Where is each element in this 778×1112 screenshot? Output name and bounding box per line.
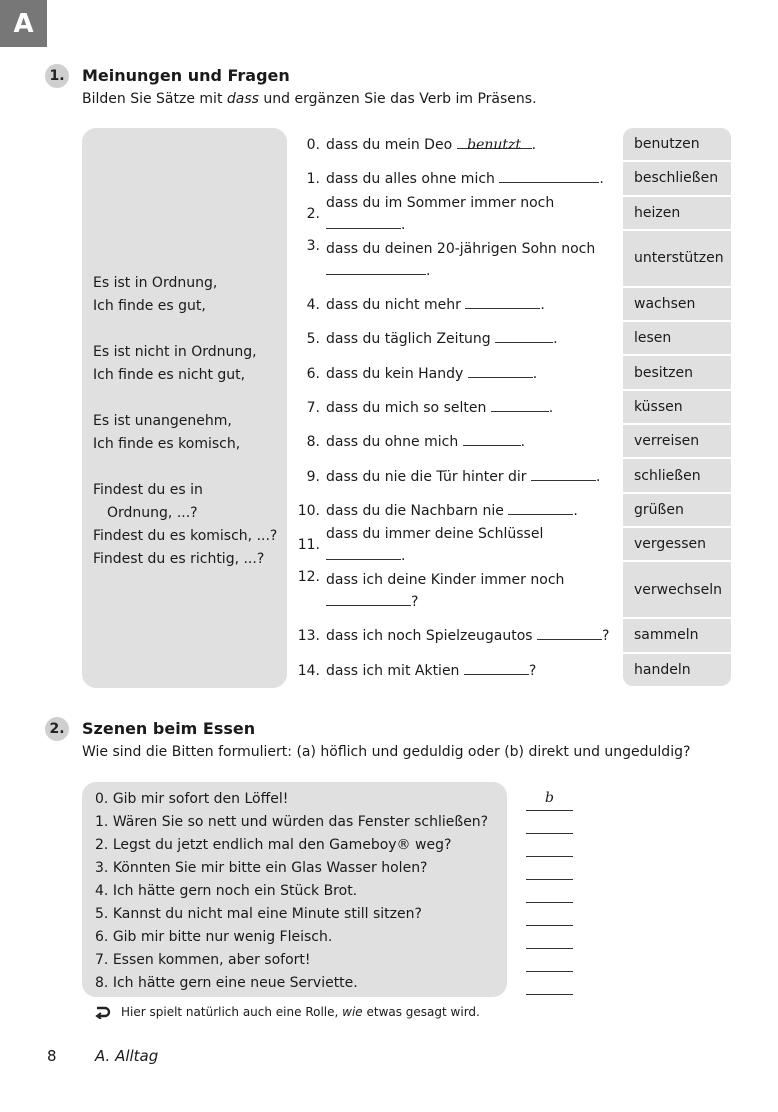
phrase-group <box>93 410 277 456</box>
hint-text: Hier spielt natürlich auch eine Rolle, wie etwas gesagt wird. <box>121 1005 480 1019</box>
answer-blank[interactable] <box>463 431 521 446</box>
sentence-text-wrap <box>326 134 620 156</box>
request-item <box>95 926 488 949</box>
section-tab: A <box>0 0 47 47</box>
verb-cell: wachsen <box>623 288 731 320</box>
verb-cell: unterstützen <box>623 231 731 286</box>
request-item <box>95 811 488 834</box>
phrase-group <box>93 341 277 387</box>
sentence-list <box>290 128 620 688</box>
sentence-end: . <box>548 399 554 416</box>
arrow-hint-icon <box>95 1005 113 1019</box>
sentence-text-wrap <box>326 569 620 613</box>
verb-list <box>623 128 731 686</box>
sentence-text: dass ich noch Spielzeugautos <box>326 628 533 645</box>
exercise-1-number: 1. <box>45 64 69 88</box>
sentence-row <box>290 231 620 288</box>
phrase-line: Es ist nicht in Ordnung, <box>93 344 257 360</box>
sentence-number: 7. <box>306 399 320 416</box>
sentence-end: . <box>426 262 431 279</box>
sentence-row <box>290 562 620 619</box>
request-number: 5. <box>95 906 109 922</box>
sentence-number: 3. <box>306 237 320 254</box>
phrase-list <box>93 272 277 571</box>
sentence-row <box>290 391 620 425</box>
sentence-text: dass du mein Deo <box>326 137 453 154</box>
sentence-text-wrap <box>326 192 620 236</box>
request-text: Essen kommen, aber sofort! <box>112 952 311 968</box>
request-number: 7. <box>95 952 109 968</box>
sentence-number: 13. <box>297 628 320 645</box>
verb-cell: benutzen <box>623 128 731 160</box>
sentence-row <box>290 322 620 356</box>
answer-blank[interactable] <box>537 625 602 640</box>
request-item <box>95 972 488 995</box>
answer-blank[interactable] <box>491 397 549 412</box>
sentence-text: dass du nie die Tür hinter dir <box>326 468 527 485</box>
sentence-end: . <box>520 434 526 451</box>
request-text: Legst du jetzt endlich mal den Gameboy® weg? <box>112 837 452 853</box>
answer-line[interactable] <box>526 903 573 926</box>
verb-cell: beschließen <box>623 162 731 194</box>
request-number: 2. <box>95 837 109 853</box>
sentence-text: dass du mich so selten <box>326 399 487 416</box>
request-number: 8. <box>95 975 109 991</box>
sentence-row <box>290 654 620 688</box>
sentence-text-wrap <box>326 523 620 567</box>
request-text: Gib mir sofort den Löffel! <box>112 791 289 807</box>
phrase-line: Ich finde es nicht gut, <box>93 367 246 383</box>
sentence-number: 14. <box>297 662 320 679</box>
sentence-end: . <box>532 365 538 382</box>
phrase-line: Ordnung, ...? <box>107 505 198 521</box>
sentence-number: 5. <box>306 331 320 348</box>
exercise-2-title: Szenen beim Essen <box>82 719 256 738</box>
sentence-text: dass du ohne mich <box>326 434 459 451</box>
answer-blank[interactable] <box>508 500 573 515</box>
sentence-number: 10. <box>297 502 320 519</box>
verb-cell: küssen <box>623 391 731 423</box>
request-text: Ich hätte gern noch ein Stück Brot. <box>112 883 358 899</box>
sentence-text: dass du kein Handy <box>326 365 464 382</box>
page-number: 8 <box>47 1047 57 1065</box>
sentence-text: dass du im Sommer immer noch <box>326 194 555 211</box>
verb-cell: verreisen <box>623 425 731 457</box>
sentence-end: . <box>573 502 578 519</box>
request-text: Ich hätte gern eine neue Serviette. <box>112 975 358 991</box>
sentence-row <box>290 288 620 322</box>
sentence-text-wrap <box>326 431 620 453</box>
request-text: Kannst du nicht mal eine Minute still sitzen? <box>112 906 422 922</box>
sentence-text-wrap <box>326 363 620 385</box>
sentence-text: dass du die Nachbarn nie <box>326 502 504 519</box>
sentence-text: dass du deinen 20-jährigen Sohn noch <box>326 240 596 257</box>
request-number: 1. <box>95 814 109 830</box>
sentence-text-wrap <box>326 328 620 350</box>
sentence-number: 12. <box>297 569 320 586</box>
request-item <box>95 880 488 903</box>
sentence-row <box>290 356 620 390</box>
answer-blank[interactable] <box>326 545 401 560</box>
sentence-end: . <box>599 171 604 188</box>
answer-line[interactable] <box>526 834 573 857</box>
sentence-row <box>290 128 620 162</box>
phrase-line: Findest du es richtig, ...? <box>93 551 265 567</box>
sentence-row <box>290 619 620 653</box>
sentence-text-wrap <box>326 238 620 282</box>
sentence-text: dass du täglich Zeitung <box>326 331 491 348</box>
sentence-end: . <box>596 468 601 485</box>
verb-cell: sammeln <box>623 619 731 651</box>
sentence-end: . <box>401 216 406 233</box>
sentence-text: dass du nicht mehr <box>326 297 461 314</box>
verb-cell: lesen <box>623 322 731 354</box>
answer-line[interactable] <box>526 880 573 903</box>
answer-blank[interactable] <box>495 328 553 343</box>
answer-line[interactable] <box>526 972 573 995</box>
request-number: 6. <box>95 929 109 945</box>
sentence-number: 6. <box>306 365 320 382</box>
answer-blank[interactable] <box>499 168 599 183</box>
sentence-row <box>290 526 620 565</box>
sentence-row <box>290 459 620 493</box>
answer-blank[interactable] <box>326 260 426 275</box>
verb-cell: schließen <box>623 459 731 491</box>
phrase-group <box>93 272 277 318</box>
sentence-number: 2. <box>306 205 320 222</box>
sentence-row <box>290 194 620 233</box>
sentence-end: . <box>553 331 558 348</box>
answer-blank[interactable] <box>464 660 529 675</box>
exercise-2-instruction: Wie sind die Bitten formuliert: (a) höflich und geduldig oder (b) direkt und ungeduldig? <box>82 744 691 760</box>
request-item <box>95 903 488 926</box>
sentence-row <box>290 425 620 459</box>
request-item <box>95 949 488 972</box>
sentence-end: ? <box>602 628 610 645</box>
sentence-text-wrap <box>326 625 620 647</box>
sentence-number: 1. <box>306 171 320 188</box>
exercise-2-number: 2. <box>45 717 69 741</box>
verb-cell: besitzen <box>623 356 731 388</box>
sentence-end: . <box>531 137 537 154</box>
request-item <box>95 857 488 880</box>
request-number: 3. <box>95 860 109 876</box>
sentence-end: ? <box>411 594 419 611</box>
sentence-text-wrap <box>326 294 620 316</box>
request-list <box>95 788 488 995</box>
answer-blank[interactable] <box>531 466 596 481</box>
sentence-text-wrap <box>326 168 620 190</box>
request-number: 4. <box>95 883 109 899</box>
sentence-number: 9. <box>306 468 320 485</box>
phrase-group <box>93 479 277 571</box>
sentence-end: . <box>540 297 545 314</box>
answer-blank[interactable] <box>326 214 401 229</box>
request-text: Gib mir bitte nur wenig Fleisch. <box>112 929 333 945</box>
sentence-number: 8. <box>306 434 320 451</box>
hint <box>95 1005 480 1019</box>
phrase-line: Findest du es in <box>93 482 203 498</box>
sentence-text-wrap <box>326 660 620 682</box>
sentence-number: 4. <box>306 297 320 314</box>
sentence-end: . <box>401 548 406 565</box>
exercise-1-instruction: Bilden Sie Sätze mit dass und ergänzen Sie das Verb im Präsens. <box>82 91 537 107</box>
request-item <box>95 788 488 811</box>
sentence-text: dass du alles ohne mich <box>326 171 495 188</box>
sentence-text-wrap <box>326 466 620 488</box>
sentence-text: dass ich deine Kinder immer noch <box>326 572 565 589</box>
sentence-text-wrap <box>326 500 620 522</box>
phrase-line: Ich finde es gut, <box>93 298 206 314</box>
answer-line[interactable] <box>526 811 573 834</box>
verb-cell: vergessen <box>623 528 731 560</box>
phrase-line: Es ist unangenehm, <box>93 413 232 429</box>
sentence-text-wrap <box>326 397 620 419</box>
phrase-line: Findest du es komisch, ...? <box>93 528 278 544</box>
sentence-number: 11. <box>297 537 320 554</box>
phrase-line: Ich finde es komisch, <box>93 436 241 452</box>
phrase-line: Es ist in Ordnung, <box>93 275 218 291</box>
sentence-end: ? <box>528 662 537 679</box>
answer-column <box>526 788 573 995</box>
answer-line[interactable] <box>526 857 573 880</box>
verb-cell: heizen <box>623 197 731 229</box>
answer-line[interactable]: b <box>526 788 573 811</box>
answer-blank[interactable] <box>326 591 411 606</box>
answer-blank[interactable] <box>465 294 540 309</box>
sentence-number: 0. <box>306 137 320 154</box>
verb-cell: verwechseln <box>623 562 731 617</box>
sentence-text: dass ich mit Aktien <box>326 662 460 679</box>
answer-blank[interactable] <box>468 363 533 378</box>
request-number: 0. <box>95 791 109 807</box>
request-text: Wären Sie so nett und würden das Fenster schließen? <box>112 814 489 830</box>
sentence-text: dass du immer deine Schlüssel <box>326 526 544 543</box>
answer-line[interactable] <box>526 926 573 949</box>
answer-line[interactable] <box>526 949 573 972</box>
verb-cell: grüßen <box>623 494 731 526</box>
answer-blank[interactable]: benutzt <box>457 134 532 149</box>
chapter-title: A. Alltag <box>95 1047 159 1065</box>
verb-cell: handeln <box>623 654 731 686</box>
request-item <box>95 834 488 857</box>
request-text: Könnten Sie mir bitte ein Glas Wasser holen? <box>112 860 428 876</box>
exercise-1-title: Meinungen und Fragen <box>82 66 290 85</box>
